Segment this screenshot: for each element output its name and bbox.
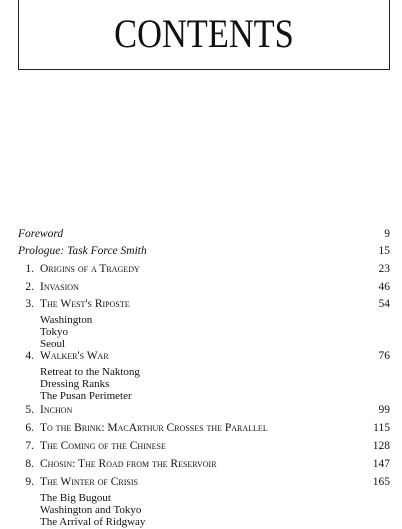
chapter-number: 9. [25,476,34,488]
toc-page-number: 54 [378,298,390,310]
toc-chapter-7 [18,438,390,454]
toc-page-number: 165 [372,476,390,488]
chapter-title: Inchon [40,404,73,416]
toc-entry-label: Foreword [18,228,64,240]
toc-subsection: The Pusan Perimeter [40,390,132,402]
chapter-number: 6. [25,422,34,434]
toc-page-number: 9 [384,228,390,240]
page-title: CONTENTS [114,11,294,56]
toc-subsection: The Arrival of Ridgway [40,516,146,528]
chapter-number: 7. [25,440,34,452]
chapter-title: Origins of a Tragedy [40,263,140,275]
chapter-title: Invasion [40,281,79,293]
chapter-number: 8. [25,458,34,470]
chapter-number: 3. [25,298,34,310]
toc-subsection: Seoul [40,338,66,350]
chapter-title: The Coming of the Chinese [40,440,166,452]
chapter-title: To the Brink: MacArthur Crosses the Parallel [40,422,268,434]
toc-chapter-4 [18,348,390,364]
toc-subsection: Retreat to the Naktong [40,366,140,378]
toc-chapter-8 [18,456,390,472]
chapter-number: 1. [25,263,34,275]
toc-chapter-6 [18,420,390,436]
toc-page-number: 115 [373,422,390,434]
toc-chapter-5 [18,402,390,418]
toc-page-number: 128 [372,440,390,452]
chapter-number: 4. [25,350,34,362]
toc-page-number: 76 [378,350,390,362]
toc-subsection: Tokyo [40,326,68,338]
toc-chapter-3 [18,296,390,312]
toc-subsection: Washington and Tokyo [40,504,142,516]
toc-subsection: Washington [40,314,93,326]
toc-entry-prologue [18,243,390,259]
toc-page-number: 15 [378,245,390,257]
chapter-title: The West's Riposte [40,298,130,310]
title-frame [18,0,390,70]
toc-page-number: 147 [372,458,390,470]
toc-entry-foreword [18,226,390,242]
chapter-title: Chosin: The Road from the Reservoir [40,458,217,470]
toc-chapter-1 [18,261,390,277]
toc-subsection: Dressing Ranks [40,378,110,390]
toc-entry-label: Prologue: Task Force Smith [18,245,147,257]
toc-page-number: 23 [378,263,390,275]
chapter-number: 2. [25,281,34,293]
chapter-title: Walker's War [40,350,109,362]
toc-chapter-2 [18,279,390,295]
chapter-number: 5. [25,404,34,416]
toc-page-number: 99 [378,404,390,416]
toc-subsection: The Big Bugout [40,492,111,504]
toc-chapter-9 [18,474,390,490]
chapter-title: The Winter of Crisis [40,476,138,488]
toc-page-number: 46 [378,281,390,293]
